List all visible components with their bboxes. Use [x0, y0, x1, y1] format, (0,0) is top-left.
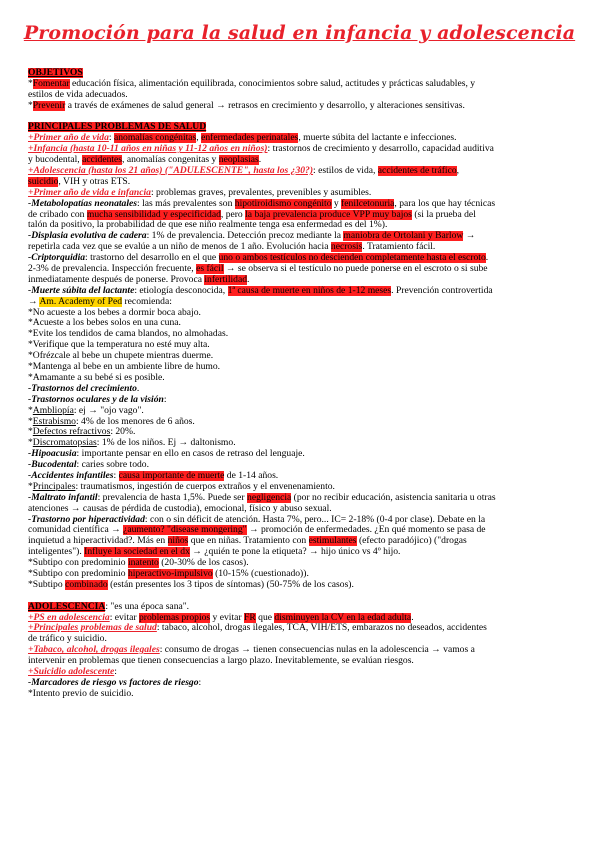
text-line: [28, 689, 584, 700]
text-line: [28, 438, 584, 449]
blank-line: [28, 591, 584, 602]
text-span: de cribado con: [28, 209, 87, 220]
text-span: : 20%.: [110, 427, 136, 438]
text-span: :: [108, 133, 114, 144]
text-line: [28, 547, 584, 558]
text-span: *Amamante a su bebé si es posible.: [28, 372, 165, 383]
blank-line: [28, 112, 584, 123]
text-span-hl: enfermedades perinatales: [201, 133, 299, 144]
text-span: *Ofrézcale al bebe un chupete mientras duerme.: [28, 351, 214, 362]
text-span: → ¿quién te pone la etiqueta? → hijo único vs 4º hijo.: [189, 547, 401, 558]
text-span-red: +Primer año de vida: [28, 133, 109, 144]
document-body: [28, 68, 584, 700]
text-span: *: [28, 78, 33, 89]
text-line: [28, 144, 584, 155]
text-line: [28, 188, 584, 199]
text-line: [28, 242, 584, 253]
text-line: [28, 79, 584, 90]
text-span-hl: FR: [244, 612, 256, 623]
text-line: [28, 580, 584, 591]
text-span: *Subtipo con predominio: [28, 568, 128, 579]
text-span: : 4% de los menores de 6 años.: [75, 416, 195, 427]
text-span: *: [28, 100, 33, 111]
text-span: *Subtipo: [28, 579, 66, 590]
text-span-red: +Principales problemas de salud: [28, 623, 157, 634]
text-span: repetirla cada vez que se evalúe a un niño de menos de 1 año. Evolución hacia: [28, 242, 331, 253]
text-span: de 1-14 años.: [224, 470, 279, 481]
text-span: → promoción de enfermedades. ¿En qué momento se pasa de: [246, 525, 486, 536]
text-span-hl: negligencia: [247, 492, 292, 503]
text-line: [28, 569, 584, 580]
text-span-hl: 1ª causa de muerte en niños de 1-12 meses: [227, 285, 392, 296]
text-span-hl: hipotiroidismo congénito: [234, 198, 332, 209]
text-span-sec: ADOLESCENCIA: [28, 601, 106, 612]
text-span-hl: inatento: [127, 558, 159, 569]
text-line: [28, 297, 584, 308]
text-span: que en niñas. Tratamiento con: [188, 536, 309, 547]
text-line: [28, 166, 584, 177]
text-line: [28, 602, 584, 613]
text-span: , anomalías congenitas y: [122, 155, 219, 166]
text-span: *: [28, 427, 33, 438]
text-span: *No acueste a los bebes a dormir boca abajo.: [28, 307, 201, 318]
text-span-hl: neoplasias: [218, 155, 259, 166]
text-span: : traumatismos, ingestión de cuerpos extraños y el envenenamiento.: [75, 481, 335, 492]
text-span-hl: disminuyen la CV en la edad adulta: [274, 612, 412, 623]
text-span: .: [411, 612, 414, 623]
text-span: (están presentes los 3 tipos de síntomas) (50-75% de los casos).: [107, 579, 354, 590]
text-span: →: [463, 231, 476, 242]
text-span: *Evite los tendidos de cama blandos, no almohadas.: [28, 329, 229, 340]
text-span-bi: -Metabolopatías neonatales: [28, 198, 137, 209]
text-line: [28, 471, 584, 482]
text-span-hl: estimulantes: [308, 536, 357, 547]
text-span: *Verifique que la temperatura no esté muy alta.: [28, 340, 210, 351]
text-span: :: [114, 666, 117, 677]
text-span: ,: [196, 133, 202, 144]
text-span: : problemas graves, prevalentes, prevenibles y asumibles.: [150, 187, 372, 198]
text-span: inteligentes").: [28, 547, 85, 558]
text-span-hl: problemas propios: [139, 612, 211, 623]
text-line: [28, 656, 584, 667]
text-line: [28, 329, 584, 340]
document-title: Promoción para la salud en infancia y adolescencia: [23, 22, 576, 44]
text-span: y: [331, 198, 342, 209]
text-span: : estilos de vida,: [313, 166, 378, 177]
text-span: .: [247, 274, 250, 285]
text-span-red: +Primer año de vida e infancia: [28, 187, 151, 198]
text-line: [28, 515, 584, 526]
text-line: [28, 199, 584, 210]
text-span-bi: -Trastorno por hiperactividad: [28, 514, 145, 525]
text-line: [28, 395, 584, 406]
text-span: . Prevención controvertida: [391, 285, 493, 296]
text-span-hl: niños: [167, 536, 189, 547]
text-span: a través de exámenes de salud general → retrasos en crecimiento y desarrollo, y alteraciones sensitivas.: [65, 100, 465, 111]
text-line: [28, 90, 584, 101]
text-span-bi: -Muerte súbita del lactante: [28, 285, 135, 296]
text-span: : importante pensar en ello en casos de retraso del lenguaje.: [76, 449, 305, 460]
text-span: : evitar: [109, 612, 139, 623]
text-span: : ej → "ojo vago".: [73, 405, 144, 416]
text-span: talón da positivo, la probabilidad de que ese niño realmente tenga esa enfermedad es del 1%).: [28, 220, 388, 231]
text-span-bi: -Accidentes infantiles: [28, 470, 114, 481]
text-span-red: +PS en adolescencia: [28, 612, 110, 623]
text-span: atenciones → causas de pérdida de custodia), emocional, físico y abuso sexual.: [28, 503, 332, 514]
text-span: *: [28, 481, 33, 492]
text-span-u: Discromatopsias: [32, 438, 97, 449]
text-line: [28, 318, 584, 329]
text-span: *Subtipo con predominio: [28, 558, 128, 569]
text-span: : con o sin déficit de atención. Hasta 7%, pero... IC= 2-18% (0-4 por clase). Debate en la: [144, 514, 486, 525]
text-line: [28, 308, 584, 319]
text-line: [28, 623, 584, 634]
text-span: y bucodental,: [28, 155, 83, 166]
text-span: : trastorno del desarrollo en el que: [85, 253, 219, 264]
text-span: estilos de vida adecuados.: [28, 89, 128, 100]
text-line: [28, 155, 584, 166]
text-line: [28, 536, 584, 547]
text-span: , VIH y otras ETS.: [58, 176, 131, 187]
text-span-hl: hiperactivo-impulsivo: [127, 568, 213, 579]
text-span-hl: ¿aumento? "disease mongering": [123, 525, 247, 536]
text-line: [28, 558, 584, 569]
text-span-red: +Tabaco, alcohol, drogas ilegales: [28, 645, 160, 656]
text-span: , para los que hay técnicas: [394, 198, 496, 209]
text-span-u: Estrabismo: [32, 416, 76, 427]
text-line: [28, 231, 584, 242]
text-span: inquietud a hiperactividad?. Más en: [28, 536, 168, 547]
text-span: *Mantenga al bebe en un ambiente libre de humo.: [28, 362, 221, 373]
text-span: ,: [456, 166, 460, 177]
text-span: , pero: [220, 209, 246, 220]
text-span: :: [198, 677, 202, 688]
text-line: [28, 460, 584, 471]
text-span: → se observa si el testículo no puede ponerse en el escroto o si sube: [223, 264, 488, 275]
text-span-hl: uno o ambos testículos no descienden completamente hasta el escroto: [218, 253, 486, 264]
text-span: .: [485, 253, 489, 264]
text-span-u: Ambliopía: [32, 405, 74, 416]
text-line: [28, 504, 584, 515]
text-span: *Intento previo de suicidio.: [28, 688, 134, 699]
text-span: : trastornos de crecimiento y desarrollo, capacidad auditiva: [267, 144, 494, 155]
text-line: [28, 68, 584, 79]
text-span-bi: -Hipoacusia: [28, 449, 77, 460]
text-span-hl: accidentes de tráfico: [377, 166, 457, 177]
text-span-hl: accidentes: [82, 155, 123, 166]
text-span: .: [258, 155, 262, 166]
text-line: [28, 340, 584, 351]
text-line: [28, 384, 584, 395]
text-line: [28, 613, 584, 624]
text-span: 2-3% de prevalencia. Inspección frecuente,: [28, 264, 197, 275]
text-span-u: Defectos refractivos: [32, 427, 111, 438]
text-line: [28, 417, 584, 428]
text-span: : caries sobre todo.: [76, 460, 149, 471]
text-span-red: +Adolescencia (hasta los 21 años) ("ADULESCENTE", hasta los ¿30?): [28, 166, 314, 177]
text-span-bi: -Displasia evolutiva de cadera: [28, 231, 147, 242]
text-line: [28, 275, 584, 286]
text-span: *: [28, 416, 33, 427]
text-span: (10-15% (cuestionado)).: [212, 568, 309, 579]
text-line: [28, 101, 584, 112]
text-span-hl: maniobra de Ortolani y Barlow: [343, 231, 464, 242]
text-span: (efecto paradójico) ("drogas: [356, 536, 467, 547]
text-span: .: [136, 383, 140, 394]
text-line: [28, 482, 584, 493]
text-span-sec: PRINCIPALES PROBLEMAS DE SALUD: [28, 122, 207, 133]
text-span-hl: infertilidad: [204, 274, 247, 285]
text-span: →: [28, 296, 40, 307]
text-span-hl: Influye la sociedad en el dx: [84, 547, 190, 558]
text-line: [28, 264, 584, 275]
text-span: (20-30% de los casos).: [158, 558, 249, 569]
text-line: [28, 210, 584, 221]
text-span-sec: OBJETIVOS: [28, 68, 83, 78]
text-span-bi: -Trastornos oculares y de la visión: [28, 394, 164, 405]
text-span: : "es una época sana".: [105, 601, 190, 612]
text-span-hl: causa importante de muerte: [118, 470, 225, 481]
text-span-u: Principales: [32, 481, 76, 492]
text-span: : 1% de prevalencia. Detección precoz mediante la: [146, 231, 344, 242]
text-line: [28, 525, 584, 536]
text-span: y evitar: [210, 612, 244, 623]
text-span-bi: -Marcadores de riesgo vs factores de riesgo: [28, 677, 199, 688]
text-span: recomienda:: [122, 296, 172, 307]
text-line: [28, 449, 584, 460]
text-span: intervenir en problemas que tienen consecuencias a largo plazo. Inevitablemente, se evalúan riesgos.: [28, 656, 414, 667]
text-span: . Tratamiento fácil.: [362, 242, 436, 253]
text-line: [28, 634, 584, 645]
text-span: , muerte súbita del lactante e infecciones.: [298, 133, 457, 144]
text-line: [28, 177, 584, 188]
text-span-hl: fenilcetonuria: [341, 198, 395, 209]
text-line: [28, 667, 584, 678]
text-line: [28, 645, 584, 656]
text-span-red: +Infancia (hasta 10-11 años en niñas y 11-12 años en niños): [28, 144, 268, 155]
text-span: : 1% de los niños. Ej → daltonismo.: [96, 438, 236, 449]
text-span: : tabaco, alcohol, drogas ilegales, TCA, VIH/ETS, embarazos no deseados, accidentes: [156, 623, 487, 634]
text-span-hl: es fácil: [196, 264, 224, 275]
text-span-hl: Prevenir: [32, 100, 66, 111]
text-span: :: [113, 470, 119, 481]
text-span-red: +Suicidio adolescente: [28, 666, 115, 677]
text-span: : consumo de drogas → tienen consecuencias nulas en la adolescencia → vamos a: [159, 645, 475, 656]
text-span: *Acueste a los bebes solos en una cuna.: [28, 318, 181, 329]
text-span: (por no recibir educación, asistencia sanitaria u otras: [291, 492, 496, 503]
text-span-hl: suicidio: [28, 176, 59, 187]
text-line: [28, 362, 584, 373]
text-line: [28, 286, 584, 297]
text-line: [28, 493, 584, 504]
text-line: [28, 373, 584, 384]
text-span-bi: -Maltrato infantil: [28, 492, 98, 503]
text-span: de tráfico y suicidio.: [28, 634, 107, 645]
text-span: educación física, alimentación equilibrada, conocimientos sobre salud, actitudes y prácticas saludables, y: [69, 78, 476, 89]
text-line: [28, 427, 584, 438]
text-span-bi: -Bucodental: [28, 460, 77, 471]
text-span: que: [255, 612, 275, 623]
text-line: [28, 220, 584, 231]
text-line: [28, 351, 584, 362]
text-span-hl: anomalías congénitas: [113, 133, 197, 144]
text-line: [28, 133, 584, 144]
text-span: *: [28, 405, 33, 416]
text-span: comunidad científica →: [28, 525, 124, 536]
text-line: [28, 406, 584, 417]
text-span: (si la prueba del: [411, 209, 476, 220]
text-span: : las más prevalentes son: [137, 198, 235, 209]
text-span-hl: necrosis: [330, 242, 363, 253]
text-span-hl: la baja prevalencia produce VPP muy bajos: [245, 209, 412, 220]
text-span: *: [28, 438, 33, 449]
text-span: : prevalencia de hasta 1,5%. Puede ser: [97, 492, 248, 503]
text-span-hl: combinado: [65, 579, 108, 590]
text-span-hl: mucha sensibilidad y especificidad: [86, 209, 221, 220]
text-line: [28, 122, 584, 133]
text-span-bi: -Trastornos del crecimiento: [28, 383, 137, 394]
text-line: [28, 253, 584, 264]
text-span-hl: Fomentar: [32, 78, 70, 89]
text-span-bi: -Criptorquidia: [28, 253, 86, 264]
text-span: :: [163, 394, 167, 405]
text-span: inmediatamente después de ponerse. Provoca: [28, 274, 205, 285]
text-line: [28, 678, 584, 689]
text-span-hly: Am. Academy of Ped: [39, 296, 123, 307]
text-span: : etiología desconocida,: [134, 285, 228, 296]
